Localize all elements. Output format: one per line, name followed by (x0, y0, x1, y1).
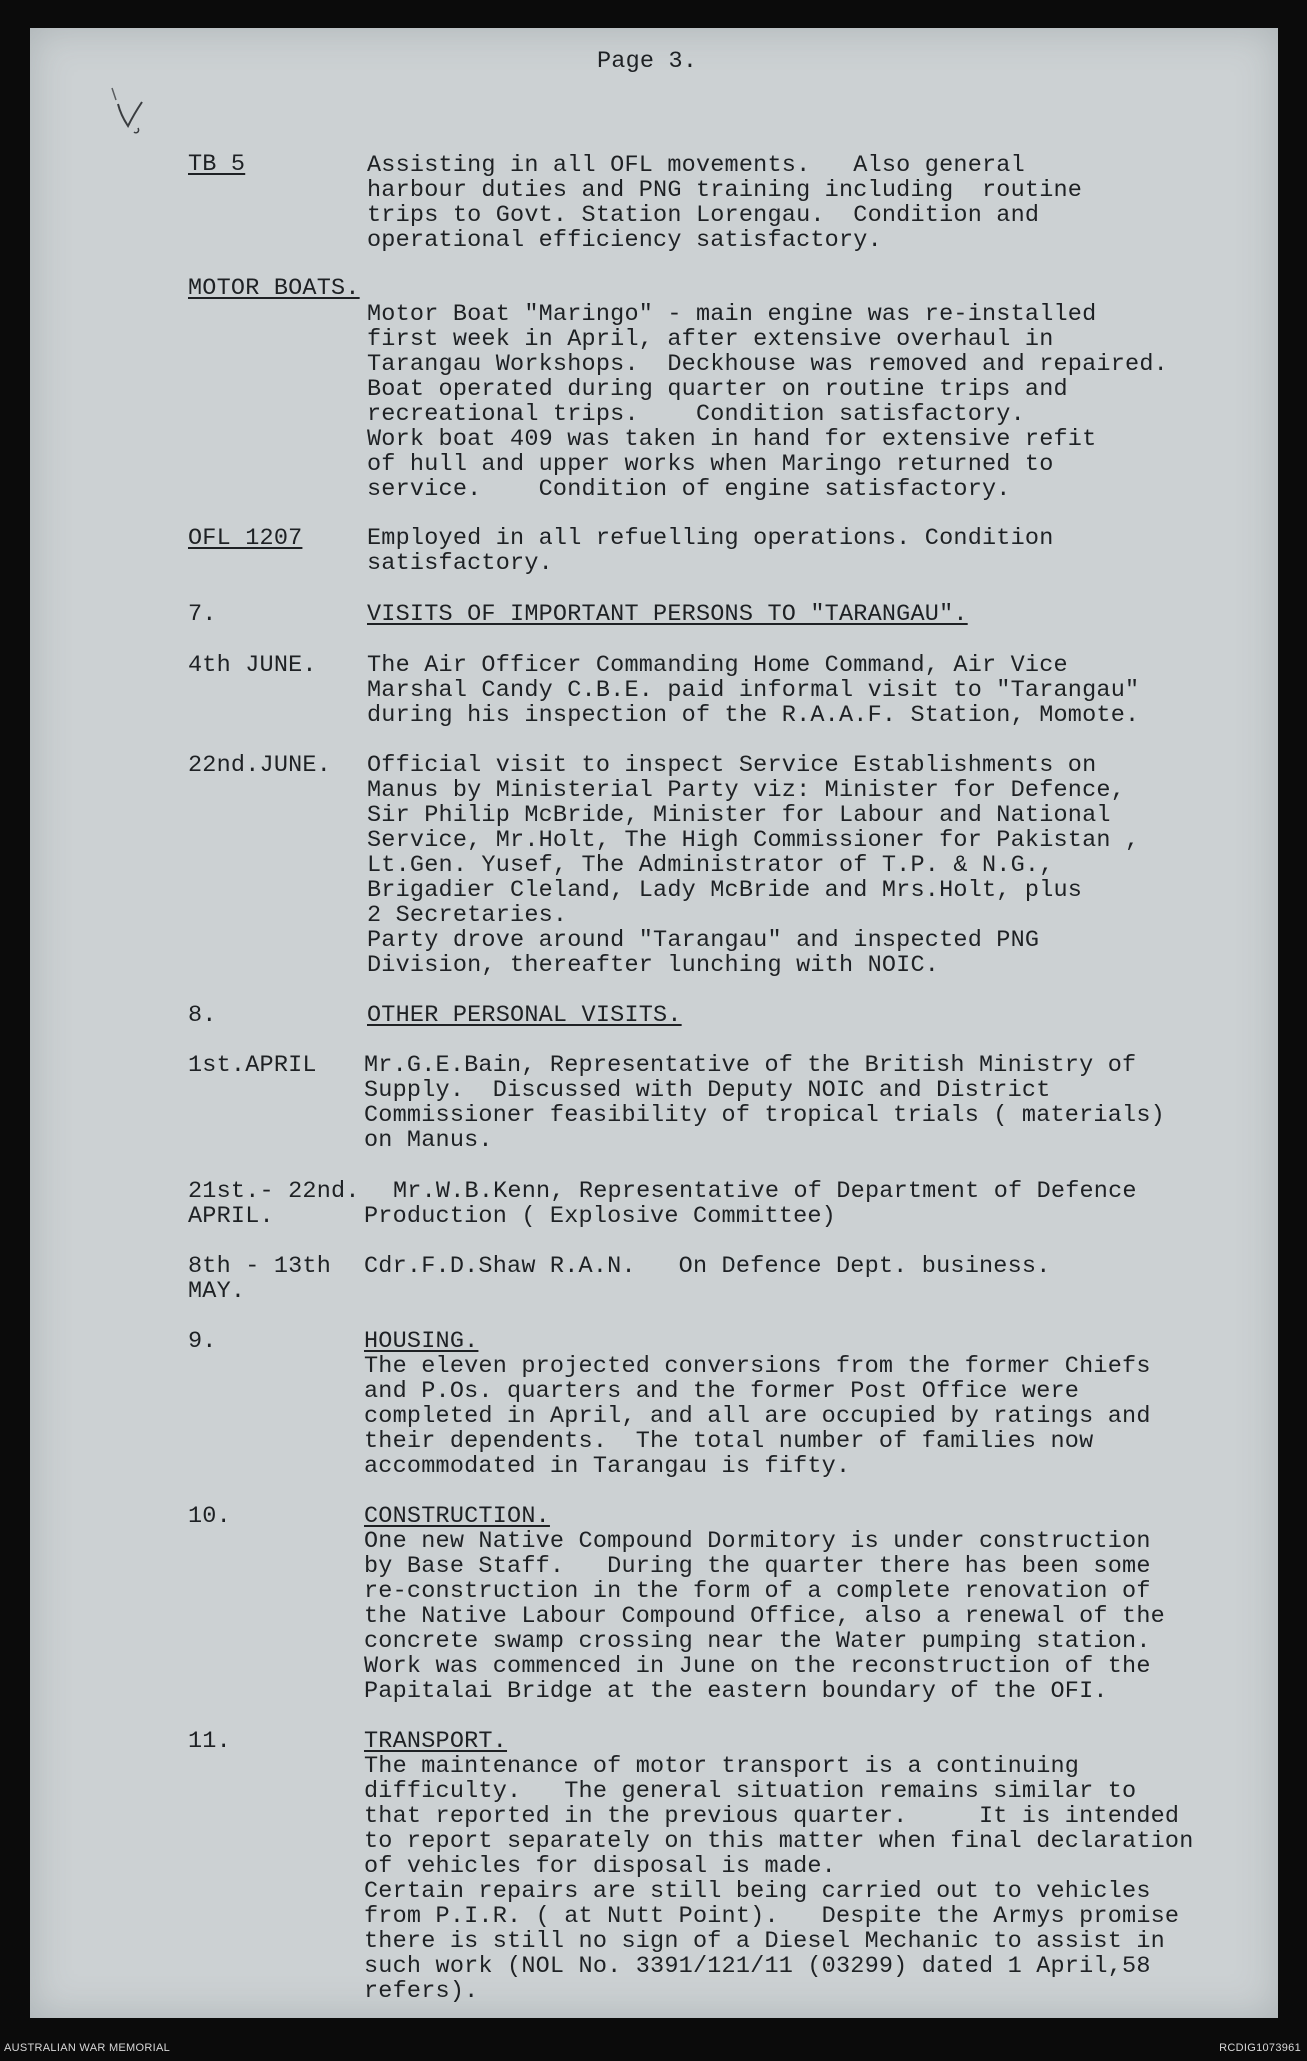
transport-line: from P.I.R. ( at Nutt Point). Despite the Armys promise (364, 1903, 1180, 1930)
other-visit-line: Cdr.F.D.Shaw R.A.N. On Defence Dept. business. (364, 1253, 1051, 1280)
tb5-line-4: operational efficiency satisfactory. (367, 227, 882, 254)
page-number: Page 3. (597, 48, 698, 75)
visit-line: Service, Mr.Holt, The High Commissioner for Pakistan , (367, 827, 1140, 854)
transport-line: there is still no sign of a Diesel Mechanic to assist in (364, 1928, 1165, 1955)
transport-line: to report separately on this matter when final declaration (364, 1828, 1194, 1855)
other-visit-line: Supply. Discussed with Deputy NOIC and District (364, 1077, 1051, 1104)
housing-line: The eleven projected conversions from the former Chiefs (364, 1353, 1151, 1380)
tb5-line-1: Assisting in all OFL movements. Also general (367, 152, 1025, 179)
other-visit-line: Commissioner feasibility of tropical trials ( materials) (364, 1102, 1165, 1129)
archive-id: RCDIG1073961 (1219, 2042, 1301, 2054)
ofl1207-line-1: Employed in all refuelling operations. Condition (367, 525, 1054, 552)
motor-boats-line-5: recreational trips. Condition satisfactory. (367, 401, 1025, 428)
construction-line: One new Native Compound Dormitory is under construction (364, 1528, 1151, 1555)
section-9-number: 9. (188, 1328, 217, 1355)
section-8-heading: OTHER PERSONAL VISITS. (367, 1002, 682, 1029)
other-visit-line: Mr.G.E.Bain, Representative of the British Ministry of (364, 1052, 1137, 1079)
construction-line: the Native Labour Compound Office, also a renewal of the (364, 1603, 1165, 1630)
housing-line: their dependents. The total number of families now (364, 1428, 1094, 1455)
transport-line: such work (NOL No. 3391/121/11 (03299) dated 1 April,58 (364, 1953, 1151, 1980)
tb5-line-3: trips to Govt. Station Lorengau. Condition and (367, 202, 1040, 229)
motor-boats-line-6: Work boat 409 was taken in hand for extensive refit (367, 426, 1097, 453)
other-visit-line: Production ( Explosive Committee) (364, 1203, 836, 1230)
ofl1207-label: OFL 1207 (188, 525, 303, 552)
section-9-heading: HOUSING. (364, 1328, 479, 1355)
visit-date: 4th JUNE. (188, 652, 317, 679)
motor-boats-line-7: of hull and upper works when Maringo returned to (367, 451, 1054, 478)
transport-line: of vehicles for disposal is made. (364, 1853, 836, 1880)
transport-line: The maintenance of motor transport is a continuing (364, 1753, 1080, 1780)
motor-boats-line-1: Motor Boat "Maringo" - main engine was re-installed (367, 301, 1097, 328)
transport-line: refers). (364, 1978, 479, 2005)
other-visit-date: MAY. (188, 1278, 246, 1305)
other-visit-date: 8th - 13th (188, 1253, 332, 1280)
visit-line: Party drove around "Tarangau" and inspected PNG (367, 927, 1040, 954)
section-11-heading: TRANSPORT. (364, 1728, 508, 1755)
transport-line: difficulty. The general situation remains similar to (364, 1778, 1137, 1805)
construction-line: by Base Staff. During the quarter there has been some (364, 1553, 1151, 1580)
motor-boats-line-2: first week in April, after extensive overhaul in (367, 326, 1054, 353)
motor-boats-line-8: service. Condition of engine satisfactory. (367, 476, 1011, 503)
visit-line: during his inspection of the R.A.A.F. Station, Momote. (367, 702, 1140, 729)
archive-credit: AUSTRALIAN WAR MEMORIAL (4, 2042, 171, 2054)
other-visit-date: 21st.- 22nd. (188, 1178, 360, 1205)
housing-line: completed in April, and all are occupied by ratings and (364, 1403, 1151, 1430)
section-10-number: 10. (188, 1503, 231, 1530)
visit-line: 2 Secretaries. (367, 902, 568, 929)
motor-boats-heading: MOTOR BOATS. (188, 275, 360, 302)
construction-line: Work was commenced in June on the reconstruction of the (364, 1653, 1151, 1680)
visit-line: Manus by Ministerial Party viz: Minister for Defence, (367, 777, 1126, 804)
visit-line: Marshal Candy C.B.E. paid informal visit to "Tarangau" (367, 677, 1140, 704)
other-visit-line: Mr.W.B.Kenn, Representative of Department of Defence (393, 1178, 1137, 1205)
other-visit-line: on Manus. (364, 1127, 493, 1154)
section-7-heading: VISITS OF IMPORTANT PERSONS TO "TARANGAU". (367, 601, 968, 628)
motor-boats-line-4: Boat operated during quarter on routine trips and (367, 376, 1068, 403)
visit-line: Lt.Gen. Yusef, The Administrator of T.P. & N.G., (367, 852, 1054, 879)
ofl1207-line-2: satisfactory. (367, 550, 553, 577)
section-11-number: 11. (188, 1728, 231, 1755)
tb5-line-2: harbour duties and PNG training including routine (367, 177, 1083, 204)
visit-line: Brigadier Cleland, Lady McBride and Mrs.Holt, plus (367, 877, 1083, 904)
construction-line: concrete swamp crossing near the Water pumping station. (364, 1628, 1151, 1655)
visit-line: Division, thereafter lunching with NOIC. (367, 952, 940, 979)
section-8-number: 8. (188, 1002, 217, 1029)
transport-line: that reported in the previous quarter. It is intended (364, 1803, 1180, 1830)
visit-line: Official visit to inspect Service Establishments on (367, 752, 1097, 779)
housing-line: accommodated in Tarangau is fifty. (364, 1453, 851, 1480)
section-10-heading: CONSTRUCTION. (364, 1503, 550, 1530)
visit-line: Sir Philip McBride, Minister for Labour and National (367, 802, 1111, 829)
other-visit-date: 1st.APRIL (188, 1052, 317, 1079)
visit-line: The Air Officer Commanding Home Command, Air Vice (367, 652, 1068, 679)
construction-line: Papitalai Bridge at the eastern boundary of the OFI. (364, 1678, 1108, 1705)
transport-line: Certain repairs are still being carried out to vehicles (364, 1878, 1151, 1905)
housing-line: and P.Os. quarters and the former Post Office were (364, 1378, 1080, 1405)
visit-date: 22nd.JUNE. (188, 752, 332, 779)
construction-line: re-construction in the form of a complete renovation of (364, 1578, 1151, 1605)
motor-boats-line-3: Tarangau Workshops. Deckhouse was removed and repaired. (367, 351, 1168, 378)
tb5-label: TB 5 (188, 151, 246, 178)
pencil-tick-mark-icon (80, 82, 170, 152)
section-7-number: 7. (188, 601, 217, 628)
other-visit-date: APRIL. (188, 1203, 274, 1230)
